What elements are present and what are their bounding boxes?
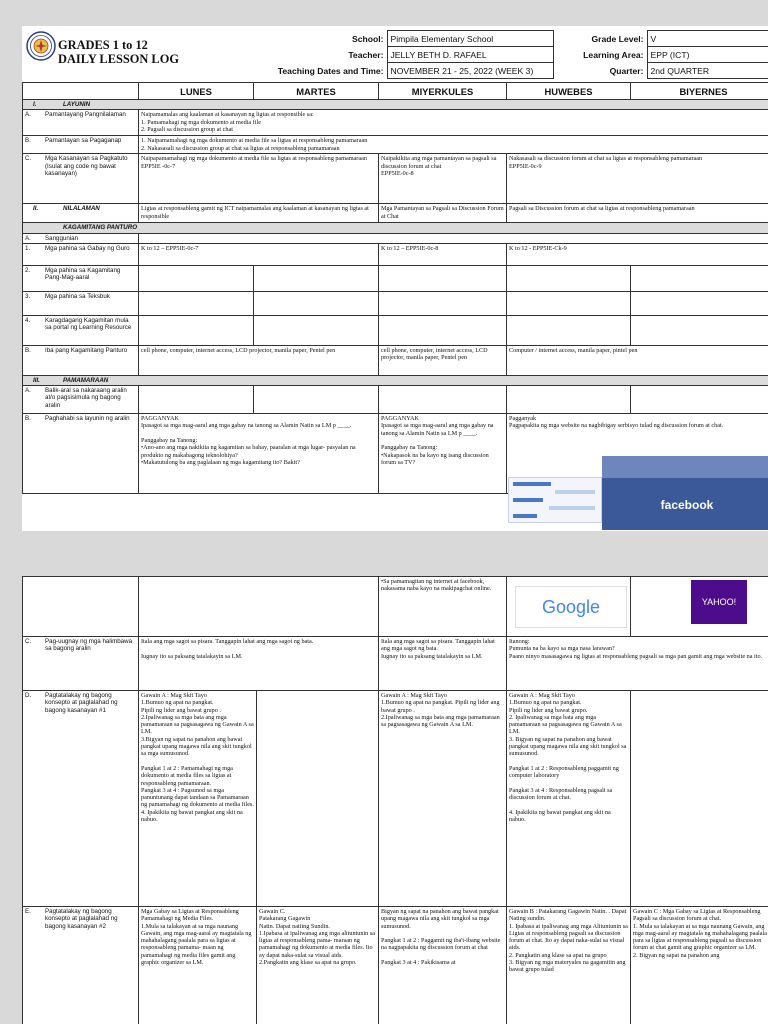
google-wordmark: Google xyxy=(541,597,601,617)
pagtatalakay-1-miyerkules: Gawain A : Mag Skit Tayo 1.Bumuo ng apat na pangkat. Pipili ng lider ang bawat grupo . 2.Ipaliwanag sa mga bata ang mga pamamaraan sa pagsasagawa ng Gawain A sa LM. xyxy=(379,691,507,907)
quarter-label: Quarter: xyxy=(609,65,644,76)
row-label-paghahabi: B. Paghahabi sa layunin ng aralin xyxy=(23,414,139,494)
paghahabi-lunes: PAGGANYAK Ipasagot sa mga mag-aaral ang mga gabay na tanong sa Alamin Natin sa LM p ____. Panggabay na Tanong: •Ano-ano ang mga nakikita ng kagamitan sa bahay, paaralan at mga lugar- pasyalan na produkto ng makabagong teknolohiya? •Makatutulong ba ang paglalaan ng mga kagamitang ito? Bakit? xyxy=(139,414,379,494)
nilalaman-lunes: Ligtas at responsableng gamit ng ICT naipamamalas ang kaalaman at kasanayan ng ligtas at responsible xyxy=(139,204,379,223)
teacher-value: JELLY BETH D. RAFAEL xyxy=(387,47,553,63)
gabay-miyerkules: K to 12 – EPP5IE-0c-8 xyxy=(379,243,507,265)
kasanayan-lunes: Naipapamamahagi ng mga dokumento at media file sa ligtas at responsableng pamamaraan EPP5IE -0c-7 xyxy=(139,154,379,204)
row-label-pamantayang-pangnilalaman: A. Pamantayang Pangnilalaman xyxy=(23,110,139,136)
chat-screenshot-image xyxy=(508,477,602,523)
section-layunin: I. LAYUNIN xyxy=(23,100,768,110)
sanggunian-cell xyxy=(139,233,768,243)
row-label-iba-pang-kagamitan: B. Iba pang Kagamitang Panturo xyxy=(23,345,139,375)
pamantayan-sa-pagaganap-text: 1. Naipamamahagi ng mga dokumento at media file sa ligtas at responsableng pamamaraan 2. Nakasasali sa discussion group at chat sa ligtas at responsableng pamamaraan xyxy=(139,136,768,154)
row-label-gabay-ng-guro: 1. Mga pahina sa Gabay ng Guro xyxy=(23,243,139,265)
row-label-balik-aral: A. Balik-aral sa nakaraang aralin at/o pagsisimula ng bagong aralin xyxy=(23,386,139,414)
quarter-value: 2nd QUARTER xyxy=(647,63,768,79)
lesson-log-page-1 xyxy=(22,26,768,531)
pagtatalakay-2-biyernes: Gawain C : Mga Gabay sa Ligtas at Responsableng Pagsali sa discussion forum at chat. 1. Mula sa talakayan at sa mga naunang Gawain, ang mga mag-aaral ay magtatala ng mahahalagang paalala para sa ligtas at responsableng pagsali sa discussion forum at chat gamit ang graphic organizer sa LM. 2. Bigyan ng sapat na panahon ang xyxy=(631,907,768,1024)
lesson-grid-page-2 xyxy=(22,576,768,1024)
pag-uugnay-miyerkules: Itala ang mga sagot sa pisara. Tanggapin lahat ang mga sagot ng bata. Iugnay ito sa paksang tatalakayin sa LM. xyxy=(379,637,507,691)
title-line-1: GRADES 1 to 12 xyxy=(58,38,148,52)
learning-area-value: EPP (ICT) xyxy=(647,47,768,63)
section-pamamaraan: III. PAMAMARAAN xyxy=(23,375,768,385)
title-line-2: DAILY LESSON LOG xyxy=(58,52,179,66)
corner-cell xyxy=(23,83,139,100)
pagtatalakay-2-lunes: Mga Gabay sa Ligtas at Responsableng Pamamahagi ng Media Files. 1.Mula sa talakayan at sa mga naunang Gawain, ang mga mag-aaral ay magtatala ng mahahalagang paalala para sa ligtas at responsableng pamama- maan ng pamamahagi ng media files gamit ang graphic organizer sa LM. xyxy=(139,907,257,1024)
pag-uugnay-huwebes: Itanong: Pumunta na ba kayo sa mga nasa larawan? Paano ninyo masasagawa ng ligtas at responsableng pagsali sa mga pan gamit ang mga website na ito. xyxy=(507,637,768,691)
kasanayan-miyerkules: Naipakikita ang mga pamantayan sa pagsali sa discussion forum at chat EPP5IE-0c-8 xyxy=(379,154,507,204)
day-header-lunes: LUNES xyxy=(139,83,254,100)
row-label-pagtatalakay-1: D. Pagtatalakay ng bagong konsepto at paglalahad ng bagong kasanayan #1 xyxy=(23,691,139,907)
kagamitan-huwebes: Computer / internet access, manila paper, pintel pen xyxy=(507,345,768,375)
learning-area-label: Learning Area: xyxy=(583,49,644,60)
section-nilalaman: II. NILALAMAN xyxy=(23,204,139,223)
row-label-pag-uugnay: C. Pag-uugnay ng mga halimbawa sa bagong aralin xyxy=(23,637,139,691)
teaching-dates-value: NOVEMBER 21 - 25, 2022 (WEEK 3) xyxy=(387,63,553,79)
kasanayan-huwebes: Nakasasali sa discussion forum at chat sa ligtas at responsableng pamamaraan EPP5IE-0c-9 xyxy=(507,154,768,204)
deped-seal-icon xyxy=(26,31,56,61)
teaching-dates-label: Teaching Dates and Time: xyxy=(277,65,384,76)
gabay-huwebes: K to 12 - EPP5IE-Ck-9 xyxy=(507,243,768,265)
row-label-pagtatalakay-2: E. Pagtatalakay ng bagong konsepto at paglalahad ng bagong kasanayan #2 xyxy=(23,907,139,1024)
yahoo-logo-image: YAHOO! xyxy=(691,580,747,624)
day-header-miyerkules: MIYERKULES xyxy=(379,83,507,100)
header-info-table xyxy=(244,30,768,79)
grade-level-label: Grade Level: xyxy=(591,33,644,44)
row-label-pamantayan-sa-pagaganap: B. Pamantayan sa Pagaganap xyxy=(23,136,139,154)
day-header-martes: MARTES xyxy=(254,83,379,100)
paghahabi-huwebes-text: Pagganyak Pagpapakita ng mga website na nagbibigay serbisyo tulad ng discussion forum at chat. xyxy=(509,415,724,430)
school-value: Pimpila Elementary School xyxy=(387,31,553,47)
title-block xyxy=(58,38,238,66)
facebook-wordmark: facebook xyxy=(660,498,714,512)
pagtatalakay-2-huwebes: Gawain B : Patakarang Gagawin Natin. . Dapat Nating sundin. 1. Ipabasa at ipaliwanag ang mga Alituntunin sa Ligtas at responsableng pagsali sa discussion forum at chat. Ito ay dapat naka-sulat sa visual aids. 2. Pangkatin ang klase sa apat na grupo 3. Bigyan ng mga materyales na gagamitin ang bawat grupo tulad xyxy=(507,907,631,1024)
pagtatalakay-2-martes: Gawain C. Patakarang Gagawin Natin. Dapat natiing Sundin. 1.Ipabasa at ipaliwanag ang mga alituntunin sa ligtas at responsableng pama- maraan ng pamamahagi ng dokumento at media files. Ito ay dapat naka-sulat sa visual aids. 2.Pangkatin ang klase sa apat na grupo. xyxy=(257,907,379,1024)
pagtatalakay-1-lunes: Gawain A : Mag Skit Tayo 1.Bumuo ng apat na pangkat. Pipili ng lider ang bawat grupo . 2.Ipaliwanag sa mga bata ang mga pamamaraan sa pagsasagawa ng Gawain A sa LM. 3.Bigyan ng sapat na panahon ang bawat pangkat upang magawa nila ang skit tungkol sa mga sumusunod. Pangkat 1 at 2 : Pamamahagi ng mga dokumento at media files sa ligtas at responsableng pamamaraan. Pangkat 3 at 4 : Pagsunod sa mga panuntunang dapat tandaan sa Pamamaraan ng pamamahagi ng dokumento at media files. 4. Ipakikita ng bawat pangkat ang skit na nabuo. xyxy=(139,691,257,907)
google-logo-image xyxy=(515,586,627,628)
row-label-teksbuk: 3. Mga pahina sa Teksbuk xyxy=(23,291,139,315)
paghahabi-miyerkules: PAGGANYAK Ipasagot sa mga mag-aaral ang mga gabay na tanong sa Alamin Natin sa LM p ____. Panggabay na Tanong: •Nakapasok na ba kayo ng isang discussion forum sa TV? xyxy=(379,414,507,494)
row-label-sanggunian: A. Sanggunian xyxy=(23,233,139,243)
yahoo-logo-cell xyxy=(631,577,768,637)
google-logo-cell xyxy=(507,577,631,637)
pagtatalakay-1-huwebes: Gawain A : Mag Skit Tayo 1.Bumuo ng apat na pangkat. Pipili ng lider ang bawat grupo. 2. Ipaliwanag sa mga bata ang mga pamamaraan sa pagsasagawa ng Gawain A sa LM. 3. Bigyan ng sapat na panahon ang bawat pangkat upang magawa nila ang skit tungkol sa sumusunod. Pangkat 1 at 2 : Responsableng paggamit ng computer laboratory Pangkat 3 at 4 : Responsableng pagsali sa discussion forum at chat. 4. Ipakikita ng bawat pangkat ang skit na nabuo. xyxy=(507,691,631,907)
grade-level-value: V xyxy=(647,31,768,47)
day-header-biyernes: BIYERNES xyxy=(631,83,768,100)
nilalaman-miyerkules: Mga Pamantayan sa Pagsali sa Discussion Forum at Chat xyxy=(379,204,507,223)
day-header-huwebes: HUWEBES xyxy=(507,83,631,100)
nilalaman-huwebes: Pagsali sa Discussion forum at chat sa ligtas at responsableng pamamaraan xyxy=(507,204,768,223)
section-kagamitang-panturo: KAGAMITANG PANTURO xyxy=(23,223,768,233)
kagamitan-miyerkules: cell phone, computer, internet access, LCD projector, manila paper, Pentel pen xyxy=(379,345,507,375)
gabay-lunes: K to 12 – EPP5IE-0c-7 xyxy=(139,243,379,265)
row-label-kagamitang-pang-mag-aaral: 2. Mga pahina sa Kagamitang Pang-Mag-aaral xyxy=(23,265,139,291)
pagtatalakay-2-miyerkules: Bigyan ng sapat na panahon ang bawat pangkat upang magawa nila ang skit tungkol sa mga sumusunod. Pangkat 1 at 2 : Paggamit ng iba't-ibang website na nagpapakita ng discussion forum at chat Pangkat 3 at 4 : Pakikisama at xyxy=(379,907,507,1024)
row-label-kasanayan-sa-pagkatuto: C. Mga Kasanayan sa Pagkatuto (Isulat ang code ng bawat kasanayan) xyxy=(23,154,139,204)
lesson-log-page-2 xyxy=(22,576,768,1024)
lesson-grid-page-1 xyxy=(22,82,768,494)
school-label: School: xyxy=(351,33,384,44)
row-label-karagdagang-kagamitan: 4. Karagdagang Kagamitan mula sa portal ng Learning Resource xyxy=(23,315,139,345)
kagamitan-lunes: cell phone, computer, internet access, LCD projector, manila paper, Pentel pen xyxy=(139,345,379,375)
continued-miyerkules-text: •Sa pamamagitan ng internet at facebook, nakasama naba kayo na makipagchat online. xyxy=(379,577,507,637)
teacher-label: Teacher: xyxy=(348,49,384,60)
pag-uugnay-lunes: Itala ang mga sagot sa pisara. Tanggapin lahat ang mga sagot ng bata. Iugnay ito sa paksang tatalakayin sa LM. xyxy=(139,637,379,691)
pamantayang-pangnilalaman-text: Naipamamalas ang kaalaman at kasanayan ng ligtas at responsible sa: 1. Pamamahagi ng mga dokumento at media file 2. Pagsali sa discussion group at chat xyxy=(139,110,768,136)
facebook-logo-image xyxy=(602,456,768,530)
